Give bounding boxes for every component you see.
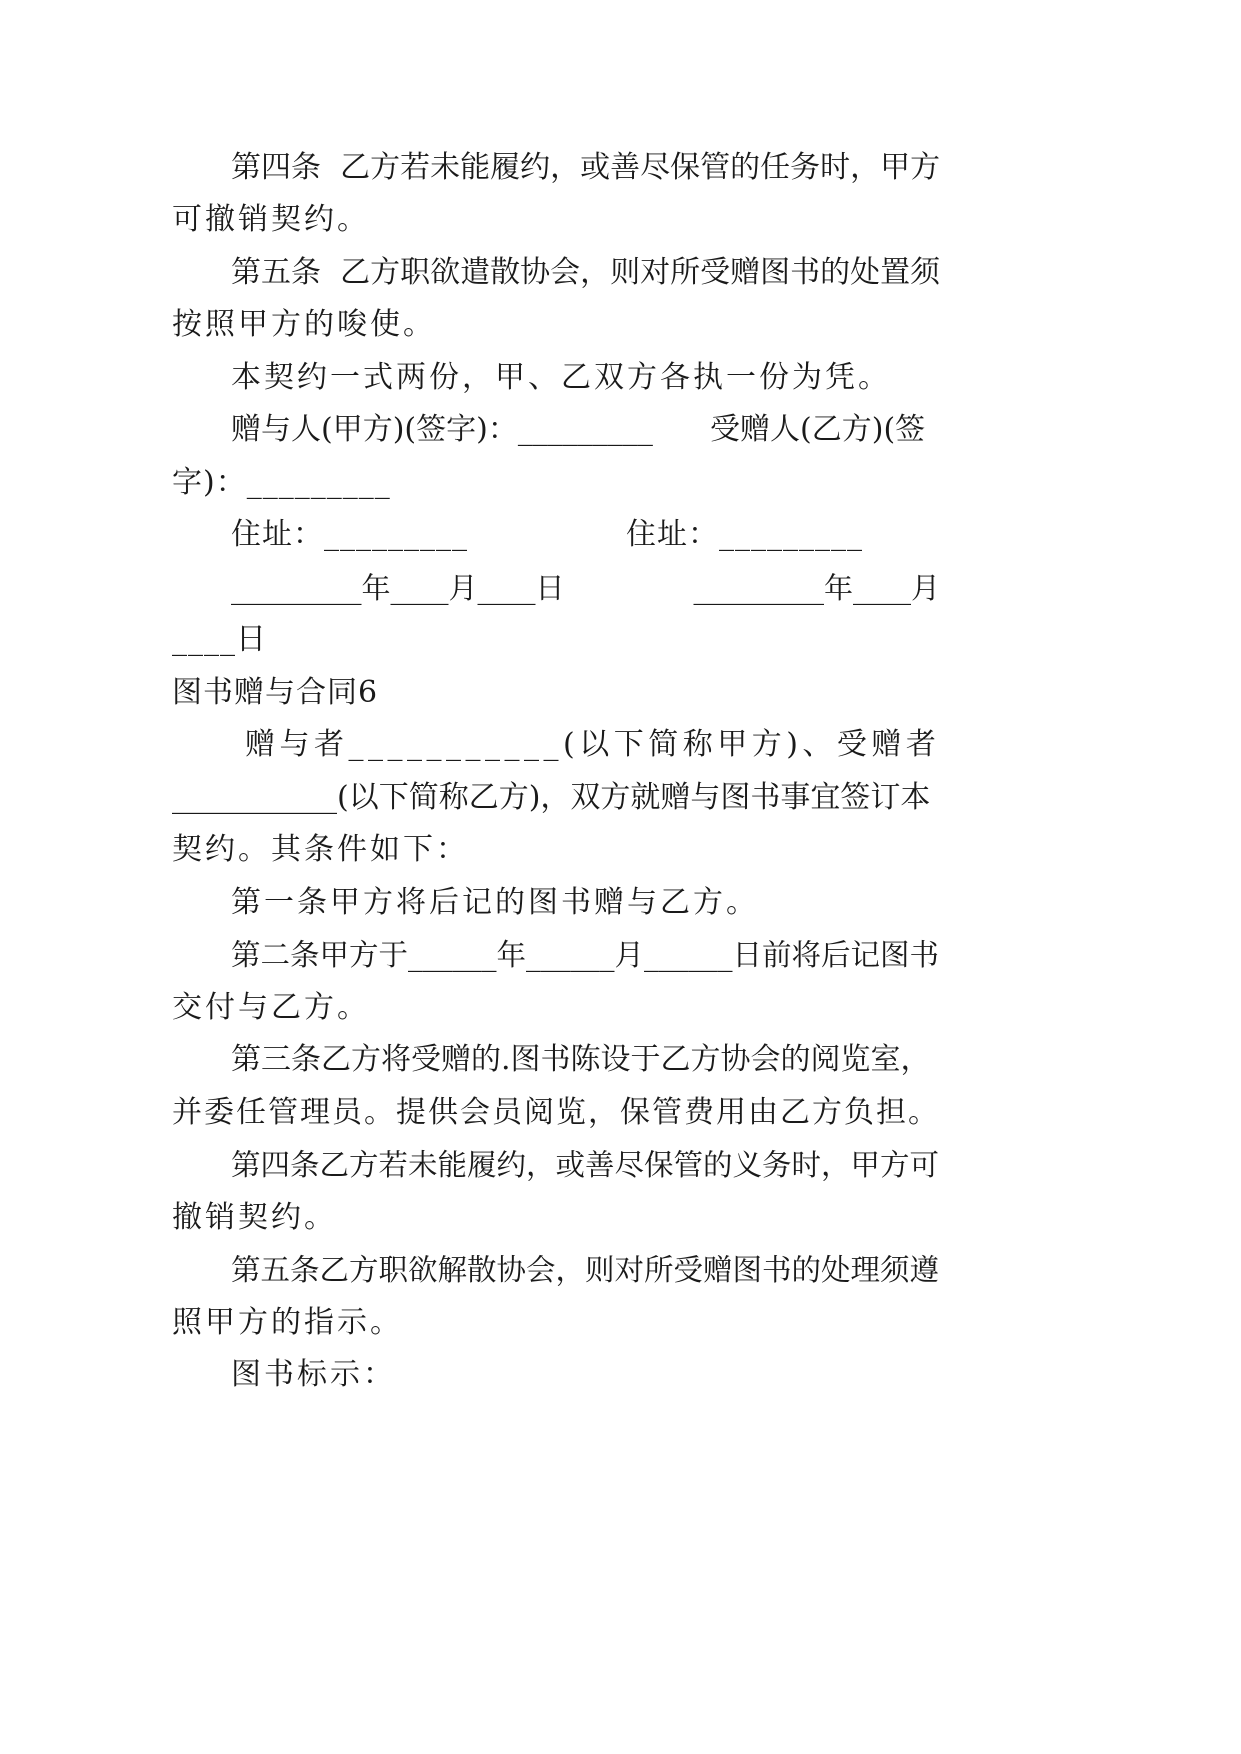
date-line-1: _________年____月____日 _________年____月 [231, 571, 941, 605]
clause-4-line-2: 撤销契约。 [172, 1200, 337, 1235]
clause-3-line-2: 并委任管理员。提供会员阅览，保管费用由乙方负担。 [172, 1095, 940, 1130]
preamble-line-3: 契约。其条件如下： [172, 832, 469, 867]
article-5-line-2: 按照甲方的唆使。 [172, 307, 436, 342]
clause-2-line-1: 第二条甲方于______年______月______日前将后记图书 [231, 938, 940, 972]
clause-5-line-1: 第五条乙方职欲解散协会，则对所受赠图书的处理须遵 [231, 1253, 940, 1287]
signature-line-2: 字)：_________ [172, 465, 391, 500]
section-heading: 图书赠与合同6 [172, 675, 379, 710]
signature-line-1: 赠与人(甲方)(签字)：_________ 受赠人(乙方)(签 [231, 412, 926, 447]
clause-3-line-1: 第三条乙方将受赠的.图书陈设于乙方协会的阅览室， [231, 1042, 931, 1077]
article-4-line-2: 可撤销契约。 [172, 202, 370, 237]
book-list-label: 图书标示： [231, 1357, 396, 1392]
article-4-line-1: 第四条 乙方若未能履约，或善尽保管的任务时，甲方 [231, 150, 941, 185]
clause-1: 第一条甲方将后记的图书赠与乙方。 [231, 885, 759, 920]
date-line-2: ____日 [172, 622, 267, 657]
clause-4-line-1: 第四条乙方若未能履约，或善尽保管的义务时，甲方可 [231, 1148, 940, 1182]
address-line: 住址：_________ 住址：_________ [231, 517, 864, 552]
article-5-line-1: 第五条 乙方职欲遣散协会，则对所受赠图书的处置须 [231, 255, 941, 290]
preamble-line-2: ___________(以下简称乙方)，双方就赠与图书事宜签订本 [172, 780, 931, 815]
copies-clause: 本契约一式两份，甲、乙双方各执一份为凭。 [231, 360, 891, 395]
clause-2-line-2: 交付与乙方。 [172, 990, 370, 1025]
preamble-line-1: 赠与者___________(以下简称甲方)、受赠者 [245, 727, 941, 762]
clause-5-line-2: 照甲方的指示。 [172, 1305, 403, 1340]
